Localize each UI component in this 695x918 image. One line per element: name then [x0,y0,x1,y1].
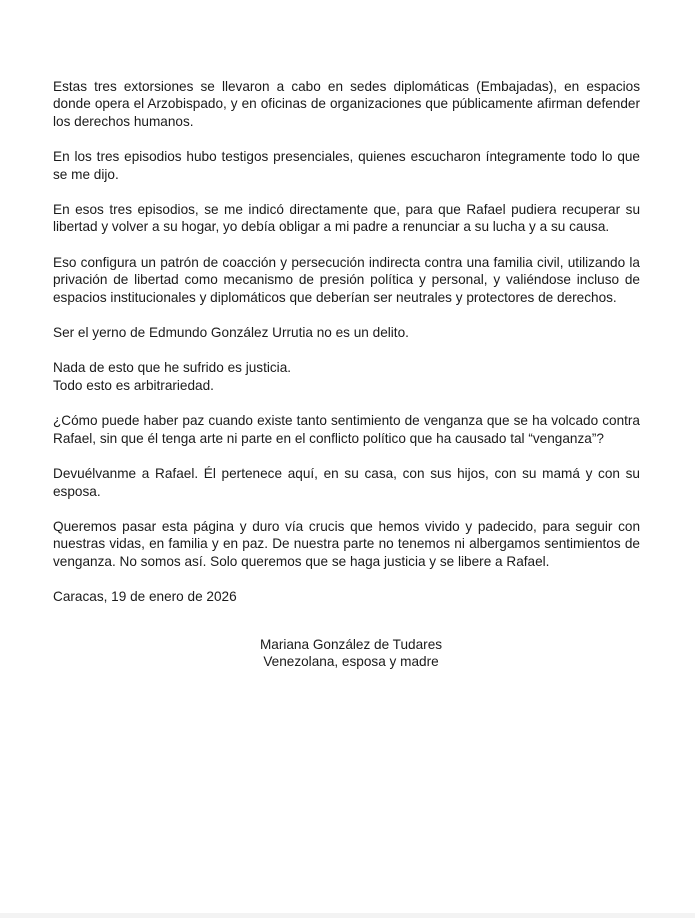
signature-block [151,636,551,671]
place-date: Caracas, 19 de enero de 2026 [53,589,237,605]
paragraph-witnesses: En los tres episodios hubo testigos presenciales, quienes escucharon íntegramente todo lo que se me dijo. [53,149,640,182]
paragraph-turn-the-page: Queremos pasar esta página y duro vía crucis que hemos vivido y padecido, para seguir con nuestras vidas, en familia y en paz. De nuestra parte no tenemos ni albergamos sentimientos de venganza. No somos así. Solo queremos que se haga justicia y se libere a Rafael. [53,518,640,569]
signatory-name: Mariana González de Tudares [259,636,443,652]
signatory-description: Venezolana, esposa y madre [263,653,439,669]
arbitrariness-line: Todo esto es arbitrariedad. [53,377,214,393]
paragraph-coercion-pattern: Eso configura un patrón de coacción y persecución indirecta contra una familia civil, utilizando la privación de libertad como mecanismo de presión política y personal, y valiéndose incluso de espacios institucionales y diplomáticos que deberían ser neutrales y protectores de derechos. [53,254,640,305]
letter-body [53,78,640,670]
paragraph-peace-question: ¿Cómo puede haber paz cuando existe tanto sentimiento de venganza que se ha volcado contra Rafael, sin que él tenga arte ni parte en el conflicto político que ha causado tal “venganza”? [53,413,640,446]
justice-line: Nada de esto que he sufrido es justicia. [53,360,292,376]
paragraph-return-rafael: Devuélvanme a Rafael. Él pertenece aquí, en su casa, con sus hijos, con su mamá y con su esposa. [53,466,640,499]
paragraph-not-a-crime: Ser el yerno de Edmundo González Urrutia no es un delito. [53,325,409,341]
paragraph-justice [53,359,640,394]
page-bottom-edge [0,913,695,918]
paragraph-extortions-locations: Estas tres extorsiones se llevaron a cabo en sedes diplomáticas (Embajadas), en espacios donde opera el Arzobispado, y en oficinas de organizaciones que públicamente afirman defender los derechos humanos. [53,79,640,129]
paragraph-demand: En esos tres episodios, se me indicó directamente que, para que Rafael pudiera recuperar su libertad y volver a su hogar, yo debía obligar a mi padre a renunciar a su lucha y a su causa. [53,202,640,235]
